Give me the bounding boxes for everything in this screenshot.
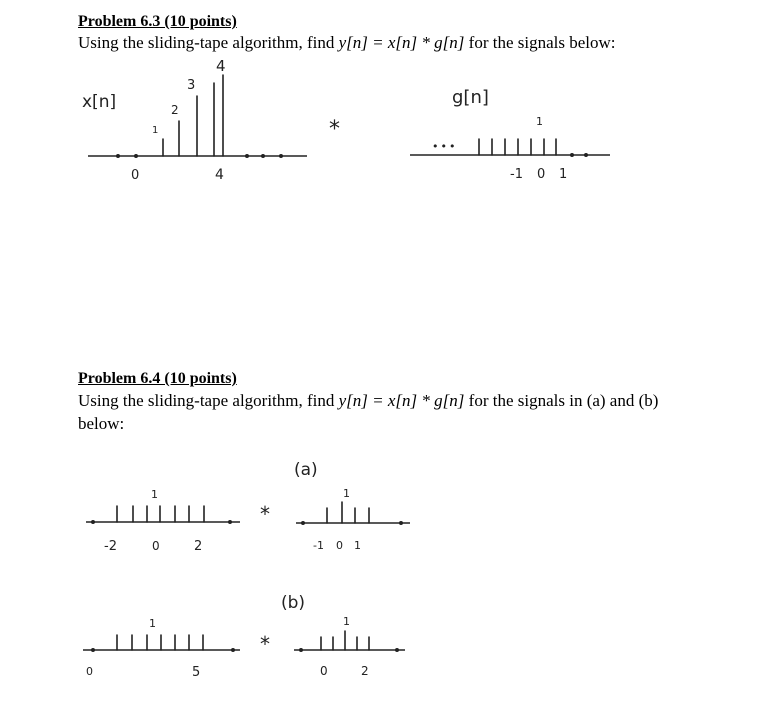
- b-left-value-label: 1: [149, 617, 156, 630]
- g-zero-sample: [570, 153, 574, 157]
- a-right-tick-1: 1: [354, 539, 361, 552]
- g-value-label-1: 1: [536, 115, 543, 128]
- a-right-tick-0: 0: [336, 539, 343, 552]
- b-right-tick-2: 2: [361, 664, 369, 678]
- problem-6-3-equation: y[n] = x[n] * g[n]: [338, 33, 465, 52]
- g-tick-0: 0: [537, 167, 546, 182]
- part-b-label: (b): [281, 593, 306, 613]
- x-zero-sample: [134, 154, 138, 158]
- g-signal-name: g[n]: [452, 87, 489, 108]
- part-b-convolution-symbol: *: [260, 632, 270, 656]
- a-right-tick-minus1: -1: [313, 539, 324, 552]
- b-left-tick-0: 0: [86, 665, 93, 678]
- part-a-convolution-symbol: *: [260, 502, 270, 526]
- x-signal-name: x[n]: [82, 92, 117, 112]
- x-tick-0: 0: [131, 168, 140, 183]
- x-value-label-4: 4: [216, 57, 226, 75]
- problem-6-4-title: Problem 6.4 (10 points): [78, 370, 237, 387]
- problem-6-3-title: Problem 6.3 (10 points): [78, 13, 237, 30]
- problem-6-3-text-prefix: Using the sliding-tape algorithm, find: [78, 33, 339, 52]
- b-left-zero-sample: [231, 648, 235, 652]
- problem-6-4-text-suffix: for the signals in (a) and (b): [464, 391, 659, 410]
- a-left-zero-sample: [228, 520, 232, 524]
- figure-b-left-signal: [83, 617, 240, 680]
- figure-a-right-signal: [296, 487, 410, 552]
- b-right-value-label: 1: [343, 615, 350, 628]
- x-value-label-3: 3: [187, 78, 196, 93]
- g-tick-1: 1: [559, 167, 568, 182]
- figure-g-signal: [410, 87, 610, 182]
- x-value-label-2: 2: [171, 103, 179, 117]
- problem-6-3-text-suffix: for the signals below:: [464, 33, 616, 52]
- g-zero-sample: [584, 153, 588, 157]
- problem-6-4-equation: y[n] = x[n] * g[n]: [338, 391, 465, 410]
- a-right-value-label: 1: [343, 487, 350, 500]
- figure-b-right-signal: [294, 615, 405, 678]
- x-zero-sample: [261, 154, 265, 158]
- b-left-tick-5: 5: [192, 665, 201, 680]
- x-zero-sample: [245, 154, 249, 158]
- part-a-label: (a): [294, 460, 318, 480]
- a-left-tick-0: 0: [152, 539, 160, 553]
- x-zero-sample: [116, 154, 120, 158]
- g-ellipsis: •••: [432, 140, 458, 153]
- x-zero-sample: [279, 154, 283, 158]
- a-right-zero-sample: [399, 521, 403, 525]
- g-tick-minus1: -1: [510, 167, 523, 182]
- a-left-zero-sample: [91, 520, 95, 524]
- a-left-tick-minus2: -2: [104, 539, 117, 554]
- figure-a-left-signal: [86, 488, 240, 554]
- b-left-zero-sample: [91, 648, 95, 652]
- x-tick-4: 4: [215, 167, 224, 183]
- x-value-label-1: 1: [152, 125, 159, 136]
- b-right-zero-sample: [395, 648, 399, 652]
- problem-6-4-statement-line2: below:: [78, 414, 125, 433]
- a-left-value-label: 1: [151, 488, 158, 501]
- a-right-zero-sample: [301, 521, 305, 525]
- problem-6-4-text-prefix: Using the sliding-tape algorithm, find: [78, 391, 339, 410]
- convolution-symbol: *: [329, 117, 340, 142]
- figure-x-signal: [82, 57, 307, 183]
- b-right-tick-0: 0: [320, 664, 328, 678]
- a-left-tick-2: 2: [194, 539, 203, 554]
- b-right-zero-sample: [299, 648, 303, 652]
